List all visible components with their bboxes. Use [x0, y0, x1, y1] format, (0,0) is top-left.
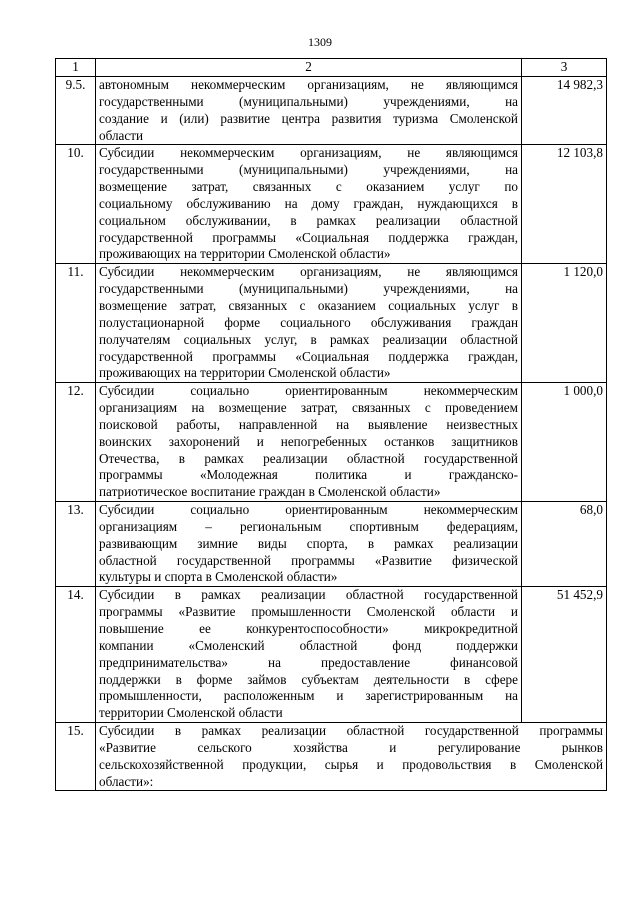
- text-line: Субсидии в рамках реализации областной государственной: [99, 587, 518, 603]
- row-amount: 1 000,0: [522, 383, 607, 502]
- text-line: программы «Развитие промышленности Смоленской области и: [99, 604, 518, 620]
- text-line: возмещение затрат, связанных с оказанием социальных услуг в: [99, 297, 518, 313]
- text-line: патриотическое воспитание граждан в Смоленской области»: [99, 484, 441, 500]
- text-line: области»:: [99, 773, 154, 789]
- row-number: 12.: [56, 383, 96, 502]
- header-col-2: 2: [96, 59, 522, 77]
- table-row: [56, 383, 607, 502]
- row-amount: 12 103,8: [522, 145, 607, 264]
- text-line: программы «Молодежная политика и гражданско-: [99, 467, 518, 483]
- budget-table: [55, 58, 607, 791]
- text-line: возмещение затрат, связанных с оказанием услуг по: [99, 179, 518, 195]
- row-amount: 14 982,3: [522, 77, 607, 145]
- text-line: области: [99, 127, 144, 143]
- text-line: Отечества, в рамках реализации областной государственной: [99, 450, 518, 466]
- text-line: Субсидии некоммерческим организациям, не являющимся: [99, 264, 518, 280]
- text-line: получателям социальных услуг, в рамках реализации областной: [99, 331, 518, 347]
- table-row: [56, 502, 607, 587]
- text-line: социальном обслуживании, в рамках реализации областной: [99, 212, 518, 228]
- row-description: [96, 723, 607, 791]
- row-amount: 51 452,9: [522, 587, 607, 723]
- text-line: проживающих на территории Смоленской области»: [99, 365, 391, 381]
- text-line: поддержки в форме займов субъектам деятельности в сфере: [99, 671, 518, 687]
- row-description: [96, 383, 522, 502]
- row-number: 15.: [56, 723, 96, 791]
- row-description: [96, 502, 522, 587]
- text-line: Субсидии в рамках реализации областной государственной программы: [99, 723, 603, 739]
- text-line: развивающим зимние виды спорта, в рамках реализации: [99, 535, 518, 551]
- row-number: 9.5.: [56, 77, 96, 145]
- text-line: Субсидии социально ориентированным некоммерческим: [99, 383, 518, 399]
- row-amount: 68,0: [522, 502, 607, 587]
- row-description: [96, 264, 522, 383]
- text-line: государственными (муниципальными) учреждениями, на: [99, 162, 518, 178]
- text-line: поисковой работы, направленной на выявление неизвестных: [99, 416, 518, 432]
- row-number: 10.: [56, 145, 96, 264]
- table-row: [56, 77, 607, 145]
- row-description: [96, 77, 522, 145]
- text-line: воинских захоронений и непогребенных останков защитников: [99, 433, 518, 449]
- table-row: [56, 145, 607, 264]
- row-number: 11.: [56, 264, 96, 383]
- text-line: государственной программы «Социальная поддержка граждан,: [99, 348, 518, 364]
- text-line: государственной программы «Социальная поддержка граждан,: [99, 229, 518, 245]
- table-row: [56, 264, 607, 383]
- header-col-3: 3: [522, 59, 607, 77]
- text-line: сельскохозяйственной продукции, сырья и продовольствия в Смоленской: [99, 756, 603, 772]
- text-line: территории Смоленской области: [99, 705, 283, 721]
- text-line: повышение ее конкурентоспособности» микрокредитной: [99, 621, 518, 636]
- text-line: государственными (муниципальными) учреждениями, на: [99, 93, 518, 109]
- text-line: создание и (или) развитие центра развития туризма Смоленской: [99, 110, 518, 126]
- text-line: областной государственной программы «Развитие физической: [99, 552, 518, 568]
- text-line: социальному обслуживанию на дому граждан, нуждающихся в: [99, 195, 518, 211]
- text-line: Субсидии некоммерческим организациям, не являющимся: [99, 145, 518, 161]
- text-line: компании «Смоленский областной фонд поддержки: [99, 637, 518, 653]
- row-description: [96, 587, 522, 723]
- text-line: предпринимательства» на предоставление финансовой: [99, 654, 518, 670]
- text-line: Субсидии социально ориентированным некоммерческим: [99, 502, 518, 518]
- row-amount: 1 120,0: [522, 264, 607, 383]
- text-line: автономным некоммерческим организациям, не являющимся: [99, 77, 518, 92]
- text-line: государственными (муниципальными) учреждениями, на: [99, 281, 518, 297]
- table-row: [56, 723, 607, 791]
- text-line: организациям – региональным спортивным федерациям,: [99, 518, 518, 534]
- table-header-row: [56, 59, 607, 77]
- text-line: организациям на возмещение затрат, связанных с проведением: [99, 400, 518, 416]
- text-line: проживающих на территории Смоленской области»: [99, 246, 391, 262]
- text-line: полустационарной форме социального обслуживания граждан: [99, 314, 518, 330]
- row-number: 14.: [56, 587, 96, 723]
- text-line: культуры и спорта в Смоленской области»: [99, 569, 338, 585]
- page-number: 1309: [308, 35, 332, 49]
- text-line: промышленности, расположенным и зарегистрированным на: [99, 688, 518, 704]
- text-line: «Развитие сельского хозяйства и регулирование рынков: [99, 739, 603, 755]
- row-description: [96, 145, 522, 264]
- row-number: 13.: [56, 502, 96, 587]
- table-row: [56, 587, 607, 723]
- header-col-1: 1: [56, 59, 96, 77]
